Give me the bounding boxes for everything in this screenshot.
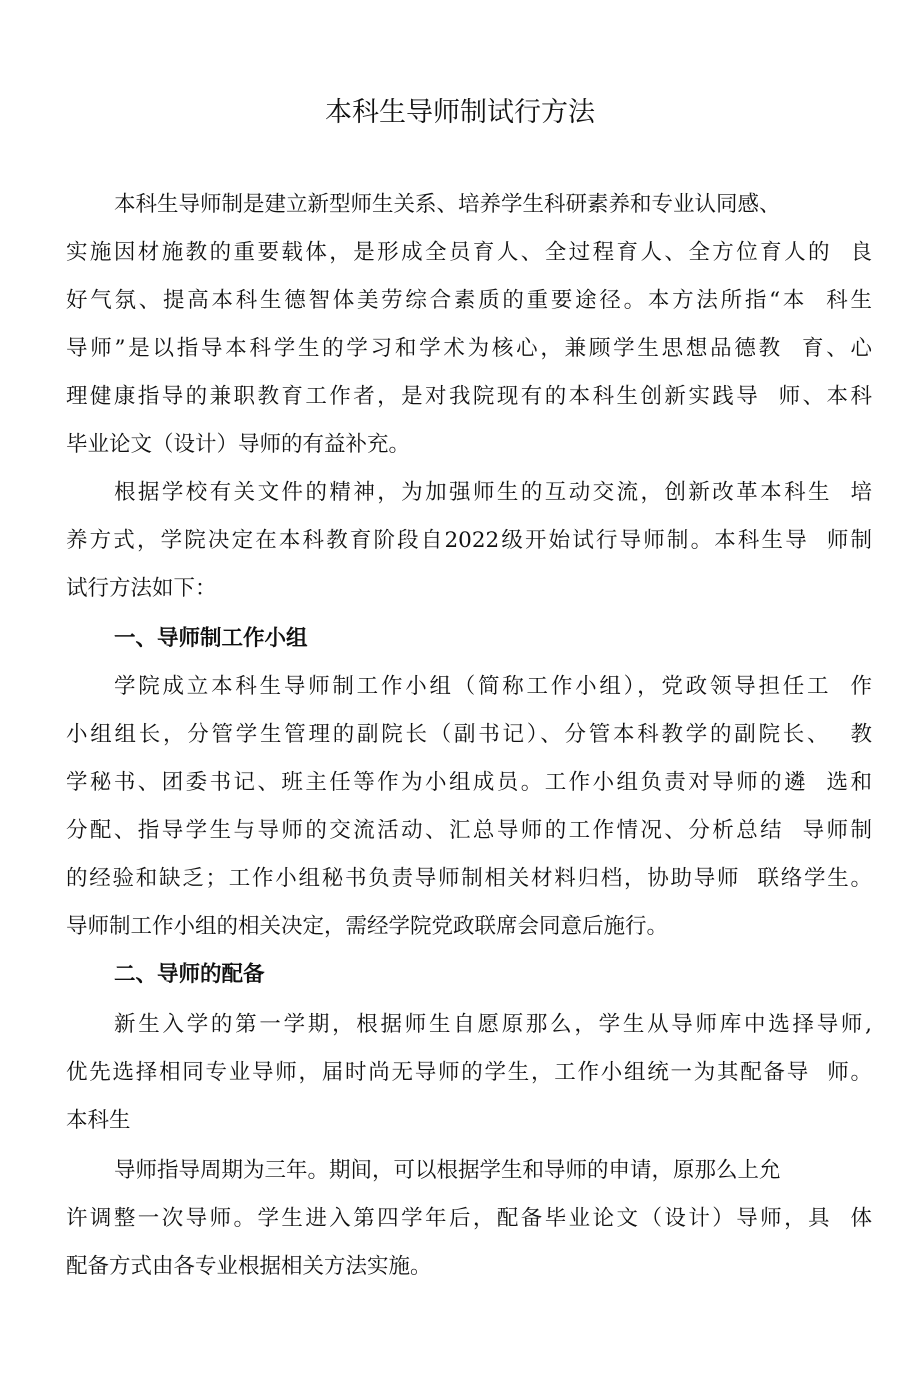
document-title: 本科生导师制试行方法 [325,97,595,128]
paragraph-line: 导师指导周期为三年。期间，可以根据学生和导师的申请，原那么上允 [114,1158,781,1183]
paragraph-line: 配备方式由各专业根据相关方法实施。 [66,1254,432,1279]
paragraph-line: 新生入学的第一学期，根据师生自愿原那么，学生从导师库中选择导师, [114,1012,872,1037]
paragraph-line: 毕业论文（设计）导师的有益补充。 [66,432,411,457]
paragraph-line: 分配、指导学生与导师的交流活动、汇总导师的工作情况、分析总结 导师制 [66,818,872,843]
paragraph-line: 实施因材施教的重要载体，是形成全员育人、全过程育人、全方位育人的 良 [66,240,872,265]
section-heading: 二、导师的配备 [114,962,265,987]
paragraph-line: 理健康指导的兼职教育工作者，是对我院现有的本科生创新实践导 师、本科 [66,384,872,409]
paragraph-line: 本科生导师制是建立新型师生关系、培养学生科研素养和专业认同感、 [114,192,781,217]
paragraph-line: 本科生 [66,1108,131,1133]
paragraph-line: 根据学校有关文件的精神，为加强师生的互动交流，创新改革本科生 培 [114,480,872,505]
paragraph-line: 养方式，学院决定在本科教育阶段自2022级开始试行导师制。本科生导 师制 [66,528,872,553]
paragraph-line: 学秘书、团委书记、班主任等作为小组成员。工作小组负责对导师的遴 选和 [66,770,872,795]
paragraph-line: 的经验和缺乏；工作小组秘书负责导师制相关材料归档，协助导师 联络学生。 [66,866,872,891]
paragraph-line: 好气氛、提高本科生德智体美劳综合素质的重要途径。本方法所指“本 科生 [66,288,872,313]
paragraph-line: 优先选择相同专业导师，届时尚无导师的学生，工作小组统一为其配备导 师。 [66,1060,872,1085]
paragraph-line: 导师制工作小组的相关决定，需经学院党政联席会同意后施行。 [66,914,669,939]
paragraph-line: 小组组长，分管学生管理的副院长（副书记）、分管本科教学的副院长、 教 [66,722,872,747]
paragraph-line: 许调整一次导师。学生进入第四学年后，配备毕业论文（设计）导师，具 体 [66,1206,872,1231]
paragraph-line: 试行方法如下： [66,576,217,601]
paragraph-line: 导师”是以指导本科学生的学习和学术为核心，兼顾学生思想品德教 育、心 [66,336,872,361]
paragraph-line: 学院成立本科生导师制工作小组（简称工作小组），党政领导担任工 作 [114,674,872,699]
section-heading: 一、导师制工作小组 [114,626,308,651]
